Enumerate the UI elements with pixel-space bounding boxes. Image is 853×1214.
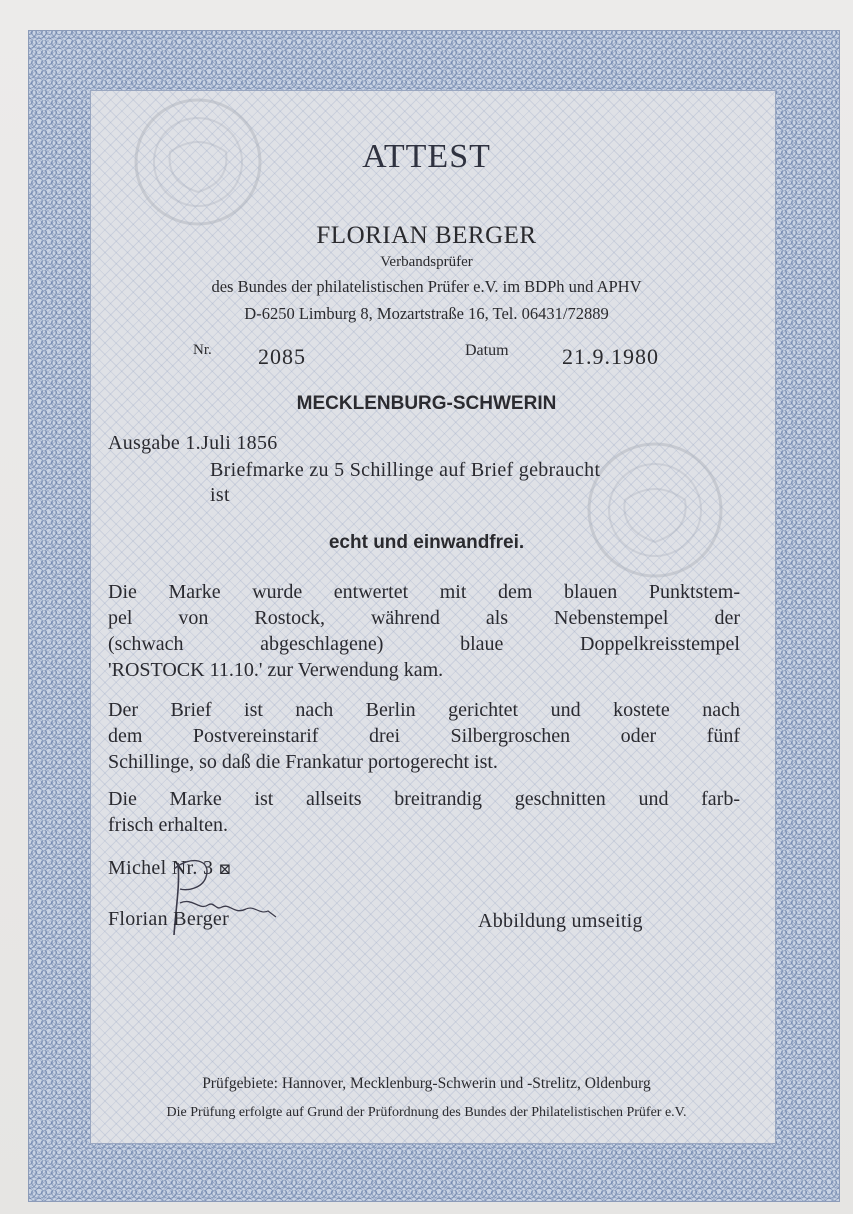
paragraph-line: frisch erhalten. — [108, 814, 228, 836]
expert-role: Verbandsprüfer — [380, 254, 473, 270]
paragraph-line: dem Postvereinstarif drei Silbergroschen oder fünf — [108, 725, 740, 747]
embossed-seal-right — [580, 430, 730, 590]
paragraph-condition — [108, 786, 740, 838]
signer-name: Florian Berger — [108, 908, 230, 930]
paragraph-line: pel von Rostock, während als Nebenstempel der — [108, 607, 740, 629]
number-label: Nr. — [193, 342, 212, 358]
paragraph-line: Die Marke ist allseits breitrandig geschnitten und farb- — [108, 788, 740, 810]
certificate-date: 21.9.1980 — [562, 344, 659, 369]
paragraph-line: Schillinge, so daß die Frankatur portogerecht ist. — [108, 751, 498, 773]
stamp-description: Briefmarke zu 5 Schillinge auf Brief gebraucht — [210, 459, 601, 481]
paragraph-cancellation — [108, 579, 740, 683]
stamp-description-continued: ist — [210, 484, 230, 506]
paragraph-postage — [108, 697, 740, 775]
certificate-number: 2085 — [258, 344, 306, 369]
envelope-cover-icon: ⊠ — [218, 862, 232, 878]
issue-line: Ausgabe 1.Juli 1856 — [108, 432, 278, 454]
date-label: Datum — [465, 342, 509, 359]
paragraph-line: Die Marke wurde entwertet mit dem blauen Punktstem- — [108, 581, 740, 603]
verdict-text: echt und einwandfrei. — [328, 532, 525, 553]
paragraph-line: (schwach abgeschlagene) blaue Doppelkreisstempel — [108, 633, 740, 655]
illustration-note: Abbildung umseitig — [478, 910, 643, 932]
address-line: D-6250 Limburg 8, Mozartstraße 16, Tel. 06431/72889 — [244, 304, 609, 323]
association-line: des Bundes der philatelistischen Prüfer e.V. im BDPh und APHV — [211, 277, 642, 296]
expertise-areas: Prüfgebiete: Hannover, Mecklenburg-Schwerin und -Strelitz, Oldenburg — [202, 1075, 651, 1092]
certificate-title: ATTEST — [362, 138, 491, 175]
country-heading: MECKLENBURG-SCHWERIN — [296, 393, 557, 414]
regulation-footnote: Die Prüfung erfolgte auf Grund der Prüfordnung des Bundes der Philatelistischen Prüfer e.V. — [166, 1105, 687, 1120]
handwritten-signature — [150, 845, 300, 950]
paragraph-line: 'ROSTOCK 11.10.' zur Verwendung kam. — [108, 659, 444, 681]
michel-number: Michel Nr. 3 — [108, 857, 214, 879]
expert-name: FLORIAN BERGER — [316, 222, 537, 249]
paragraph-line: Der Brief ist nach Berlin gerichtet und kostete nach — [108, 699, 740, 721]
